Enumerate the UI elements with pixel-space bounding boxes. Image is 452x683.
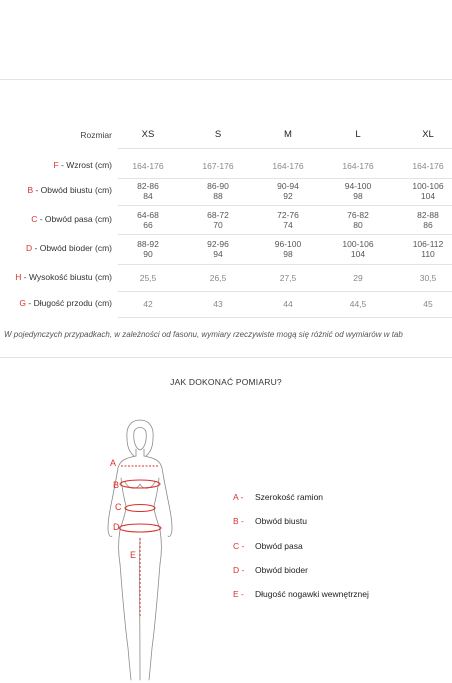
row-code: G xyxy=(19,298,27,308)
row-label-text: - Obwód pasa (cm) xyxy=(37,214,112,224)
table-cell xyxy=(398,181,452,201)
cell-value: 100-106 xyxy=(412,181,444,191)
table-cell xyxy=(118,299,178,309)
cell-value: 25,5 xyxy=(139,273,157,283)
cell-value: 74 xyxy=(283,220,293,230)
cell-value: 80 xyxy=(353,220,363,230)
legend-code: D - xyxy=(233,565,245,575)
cell-value: 110 xyxy=(421,249,435,259)
legend-item-a xyxy=(233,492,323,502)
cell-value: 88 xyxy=(213,191,223,201)
cell-value: 72-76 xyxy=(277,210,299,220)
cell-value: 92-96 xyxy=(207,239,229,249)
cell-value: 94-100 xyxy=(344,181,372,191)
row-label xyxy=(19,298,112,308)
row-label-text: - Wzrost (cm) xyxy=(58,160,112,170)
row-code: D xyxy=(26,243,33,253)
cell-value: 100-106 xyxy=(342,239,374,249)
cell-value: 45 xyxy=(423,299,433,309)
legend-item-c xyxy=(233,541,303,551)
row-separator xyxy=(118,264,452,265)
how-to-measure-title: JAK DOKONAĆ POMIARU? xyxy=(170,377,282,387)
row-label-text: - Obwód biustu (cm) xyxy=(33,185,112,195)
table-cell xyxy=(328,181,388,201)
row-label-text: - Wysokość biustu (cm) xyxy=(21,272,112,282)
table-cell xyxy=(188,273,248,283)
cell-value: 98 xyxy=(283,249,293,259)
cell-value: 167-176 xyxy=(202,161,234,171)
legend-code: B - xyxy=(233,516,244,526)
row-separator xyxy=(118,178,452,179)
figure-letter-d: D xyxy=(113,522,120,532)
cell-value: 42 xyxy=(143,299,153,309)
table-cell xyxy=(328,161,388,171)
table-cell xyxy=(188,181,248,201)
legend-label: Obwód bioder xyxy=(255,565,308,575)
cell-value: 66 xyxy=(143,220,153,230)
row-code: H xyxy=(15,272,22,282)
cell-value: 90 xyxy=(143,249,153,259)
row-label xyxy=(26,243,112,253)
row-label xyxy=(31,214,112,224)
row-code: C xyxy=(31,214,38,224)
table-cell xyxy=(398,299,452,309)
cell-value: 86 xyxy=(423,220,433,230)
row-separator xyxy=(118,234,452,235)
cell-value: 164-176 xyxy=(272,161,304,171)
table-cell xyxy=(118,210,178,230)
row-label xyxy=(27,185,112,195)
cell-value: 98 xyxy=(353,191,363,201)
table-cell xyxy=(398,273,452,283)
header-separator xyxy=(118,148,452,149)
cell-value: 68-72 xyxy=(207,210,229,220)
cell-value: 96-100 xyxy=(274,239,302,249)
cell-value: 164-176 xyxy=(132,161,164,171)
body-measurement-figure xyxy=(96,418,186,683)
cell-value: 104 xyxy=(420,191,436,201)
legend-label: Szerokość ramion xyxy=(255,492,324,502)
cell-value: 104 xyxy=(350,249,366,259)
cell-value: 164-176 xyxy=(412,161,444,171)
table-cell xyxy=(258,239,318,259)
cell-value: 106-112 xyxy=(412,239,444,249)
table-cell xyxy=(258,210,318,230)
cell-value: 88-92 xyxy=(137,239,159,249)
cell-value: 86-90 xyxy=(207,181,229,191)
table-cell xyxy=(118,181,178,201)
legend-code: E - xyxy=(233,589,244,599)
table-cell xyxy=(328,273,388,283)
table-cell xyxy=(118,239,178,259)
table-cell xyxy=(398,239,452,259)
size-header-xl: XL xyxy=(422,129,434,140)
cell-value: 84 xyxy=(143,191,153,201)
row-separator xyxy=(118,291,452,292)
legend-item-e xyxy=(233,589,369,599)
cell-value: 30,5 xyxy=(419,273,437,283)
legend-item-b xyxy=(233,516,307,526)
row-label-text: - Długość przodu (cm) xyxy=(26,298,112,308)
legend-label: Obwód biustu xyxy=(255,516,307,526)
size-header-m: M xyxy=(284,129,292,140)
table-cell xyxy=(398,161,452,171)
table-cell xyxy=(258,299,318,309)
cell-value: 26,5 xyxy=(209,273,227,283)
table-cell xyxy=(328,210,388,230)
legend-label: Obwód pasa xyxy=(255,541,303,551)
row-separator xyxy=(118,317,452,318)
cell-value: 90-94 xyxy=(277,181,299,191)
row-label-text: - Obwód bioder (cm) xyxy=(32,243,112,253)
cell-value: 29 xyxy=(353,273,363,283)
table-cell xyxy=(188,239,248,259)
table-cell xyxy=(188,299,248,309)
row-code: B xyxy=(27,185,34,195)
cell-value: 27,5 xyxy=(279,273,297,283)
table-cell xyxy=(118,273,178,283)
cell-value: 64-68 xyxy=(137,210,159,220)
table-cell xyxy=(328,299,388,309)
size-header-label: Rozmiar xyxy=(80,130,112,140)
cell-value: 76-82 xyxy=(347,210,369,220)
cell-value: 44,5 xyxy=(349,299,367,309)
cell-value: 164-176 xyxy=(342,161,374,171)
cell-value: 82-88 xyxy=(417,210,439,220)
size-header-xs: XS xyxy=(141,129,155,140)
size-footnote: W pojedynczych przypadkach, w zależności od fasonu, wymiary rzeczywiste mogą się różnić od wymiarów w tab xyxy=(4,330,403,339)
cell-value: 43 xyxy=(213,299,223,309)
table-cell xyxy=(258,161,318,171)
cell-value: 92 xyxy=(283,191,293,201)
table-cell xyxy=(258,181,318,201)
top-divider xyxy=(0,79,452,80)
figure-letter-b: B xyxy=(113,480,120,490)
figure-letter-c: C xyxy=(115,502,122,512)
cell-value: 70 xyxy=(213,220,223,230)
legend-code: C - xyxy=(233,541,245,551)
cell-value: 82-86 xyxy=(137,181,159,191)
row-separator xyxy=(118,205,452,206)
table-cell xyxy=(398,210,452,230)
legend-code: A - xyxy=(233,492,244,502)
cell-value: 44 xyxy=(283,299,293,309)
table-cell xyxy=(188,210,248,230)
table-cell xyxy=(328,239,388,259)
figure-letter-e: E xyxy=(130,550,137,560)
table-cell xyxy=(118,161,178,171)
figure-letter-a: A xyxy=(110,458,117,468)
size-header-s: S xyxy=(214,129,222,140)
legend-label: Długość nogawki wewnętrznej xyxy=(255,589,369,599)
row-label xyxy=(15,272,112,282)
row-code: F xyxy=(53,160,59,170)
table-cell xyxy=(258,273,318,283)
section-divider xyxy=(0,357,452,358)
legend-item-d xyxy=(233,565,308,575)
size-header-l: L xyxy=(355,129,361,140)
cell-value: 94 xyxy=(213,249,223,259)
table-cell xyxy=(188,161,248,171)
row-label xyxy=(53,160,112,170)
